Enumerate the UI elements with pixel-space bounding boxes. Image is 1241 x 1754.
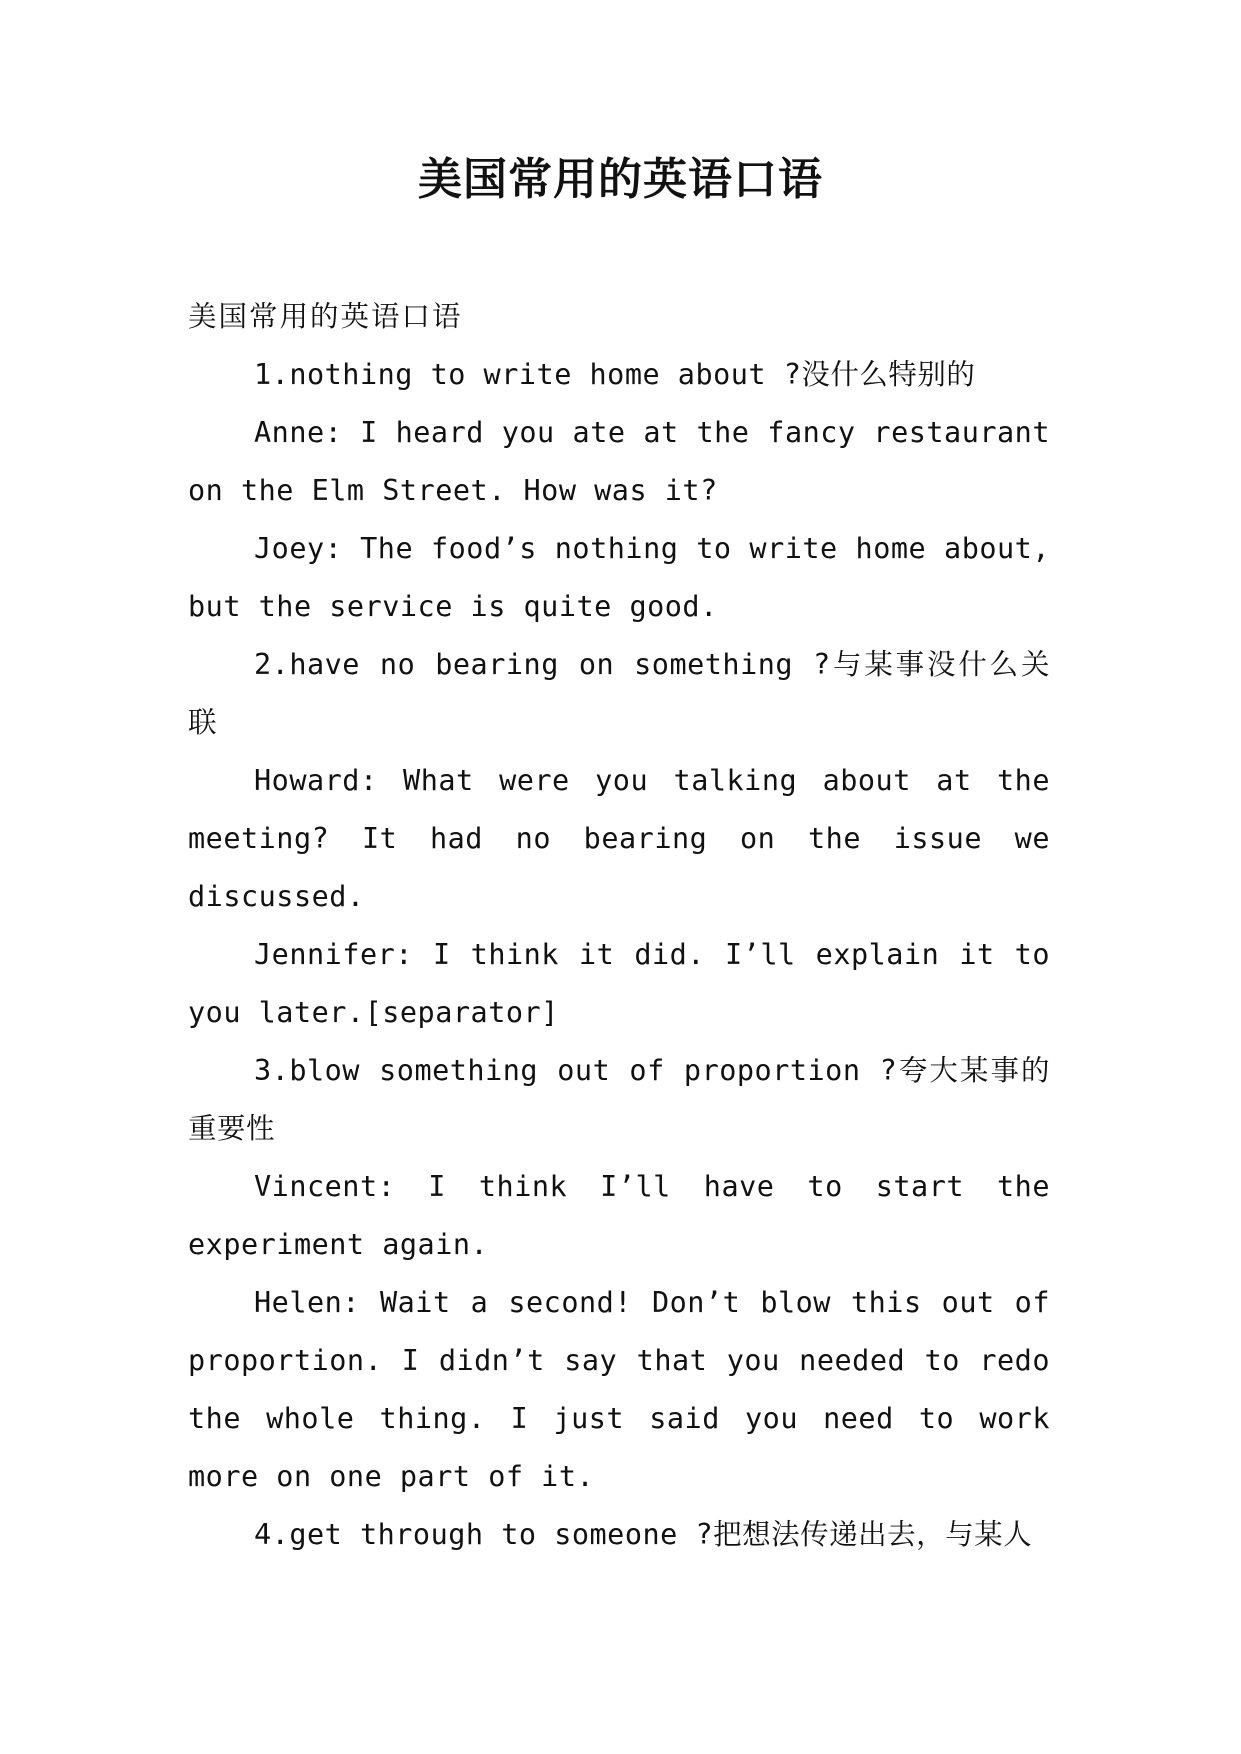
phrase-heading-3: 3.blow something out of proportion ?夸大某事的重要性 <box>188 1054 1050 1145</box>
dialogue-line: Anne: I heard you ate at the fancy restaurant on the Elm Street. How was it? <box>188 416 1050 507</box>
dialogue-line: Helen: Wait a second! Don’t blow this out of proportion. I didn’t say that you needed to redo the whole thing. I just said you need to work more on one part of it. <box>188 1286 1050 1493</box>
document-subtitle: 美国常用的英语口语 <box>188 300 463 333</box>
dialogue-line: Howard: What were you talking about at the meeting? It had no bearing on the issue we discussed. <box>188 764 1050 913</box>
document-body <box>188 288 1050 1564</box>
phrase-heading-1: 1.nothing to write home about ?没什么特别的 <box>254 358 976 391</box>
dialogue-line: Jennifer: I think it did. I’ll explain it to you later.[separator] <box>188 938 1050 1029</box>
phrase-heading-4: 4.get through to someone ?把想法传递出去，与某人 <box>254 1518 1033 1551</box>
dialogue-line: Joey: The food’s nothing to write home about, but the service is quite good. <box>188 532 1050 623</box>
dialogue-line: Vincent: I think I’ll have to start the experiment again. <box>188 1170 1050 1261</box>
document-title: 美国常用的英语口语 <box>418 154 823 205</box>
phrase-heading-2: 2.have no bearing on something ?与某事没什么关联 <box>188 648 1050 739</box>
